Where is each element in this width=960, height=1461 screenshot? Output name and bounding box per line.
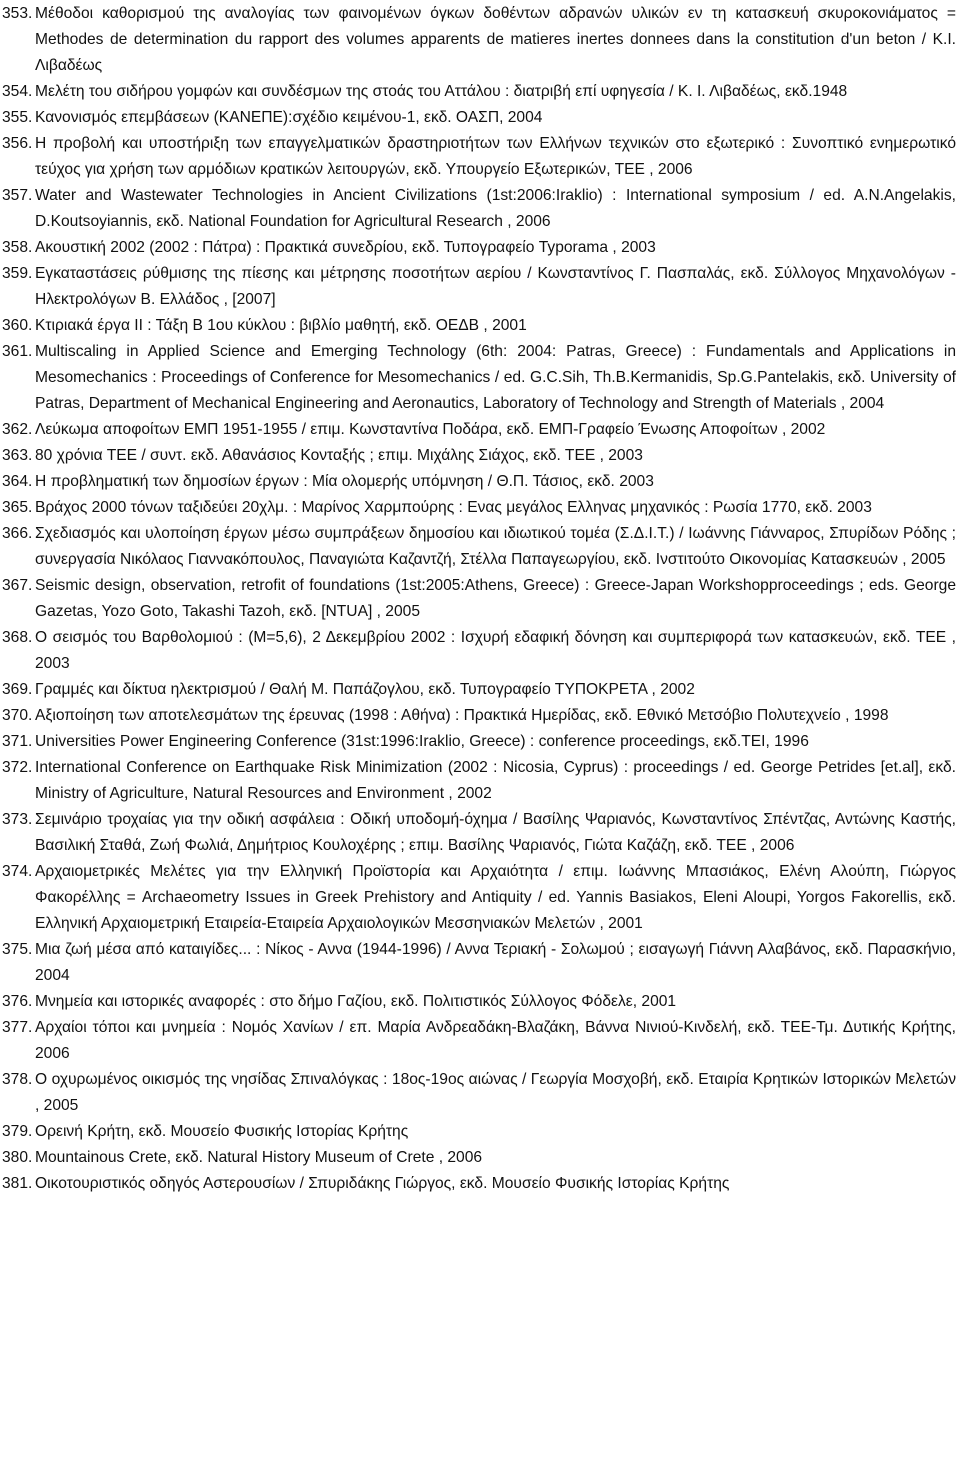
entry-number: 378. <box>2 1071 33 1088</box>
list-item <box>2 79 956 105</box>
list-item <box>2 1 956 79</box>
entry-text: Ο οχυρωμένος οικισμός της νησίδας Σπιναλόγκας : 18ος-19ος αιώνας / Γεωργία Μοσχοβή, εκδ. Εταιρία Κρητικών Ιστορικών Μελετών , 2005 <box>35 1071 956 1114</box>
entry-number: 353. <box>2 5 33 22</box>
list-item <box>2 417 956 443</box>
entry-text: Οικοτουριστικός οδηγός Αστερουσίων / Σπυριδάκης Γιώργος, εκδ. Μουσείο Φυσικής Ιστορίας Κρήτης <box>35 1175 730 1192</box>
entry-text: Μελέτη του σιδήρου γομφών και συνδέσμων της στοάς του Αττάλου : διατριβή επί υφηγεσία / Κ. Ι. Λιβαδέως, εκδ.1948 <box>35 83 848 100</box>
list-item <box>2 625 956 677</box>
list-item <box>2 573 956 625</box>
list-item <box>2 807 956 859</box>
entry-number: 360. <box>2 317 33 334</box>
entry-number: 372. <box>2 759 33 776</box>
list-item <box>2 443 956 469</box>
list-item <box>2 183 956 235</box>
entry-text: Η προβληματική των δημοσίων έργων : Μία ολομερής υπόμνηση / Θ.Π. Τάσιος, εκδ. 2003 <box>35 473 654 490</box>
entry-text: Αξιοποίηση των αποτελεσμάτων της έρευνας (1998 : Αθήνα) : Πρακτικά Ημερίδας, εκδ. Εθνικό Μετσόβιο Πολυτεχνείο , 1998 <box>35 707 889 724</box>
entry-number: 357. <box>2 187 33 204</box>
list-item <box>2 105 956 131</box>
entry-text: Σεμινάριο τροχαίας για την οδική ασφάλεια : Οδική υποδομή-όχημα / Βασίλης Ψαριανός, Κωνσταντίνος Σπέντζας, Αντώνης Καστής, Βασιλική Σταθά, Ζωή Φωλιά, Δημήτριος Κουλοχέρης ; επιμ. Βασίλης Ψαριανός, Γιώτα Καζάζη, εκδ. ΤΕΕ , 2006 <box>35 811 956 854</box>
entry-text: Σχεδιασμός και υλοποίηση έργων μέσω συμπράξεων δημοσίου και ιδιωτικού τομέα (Σ.Δ.Ι.Τ.) / Ιωάννης Γιάνναρος, Σπυρίδων Ρόδης ; συνεργασία Νικόλαος Γιαννακόπουλος, Παναγιώτα Καζαντζή, Στέλλα Παπαγεωργίου, εκδ. Ινστιτούτο Οικονομίας Κατασκευών , 2005 <box>35 525 956 568</box>
entry-number: 365. <box>2 499 33 516</box>
entry-text: Seismic design, observation, retrofit of foundations (1st:2005:Athens, Greece) : Greece-Japan Workshopproceedings ; eds. George Gazetas, Yozo Goto, Takashi Tazoh, εκδ. [NTUA] , 2005 <box>35 577 956 620</box>
list-item <box>2 261 956 313</box>
entry-number: 366. <box>2 525 33 542</box>
entry-text: Μέθοδοι καθορισμού της αναλογίας των φαινομένων όγκων δοθέντων αδρανών υλικών εν τη κατασκευή σκυροκονιάματος = Methodes de determination du rapport des volumes apparents de matieres inertes donnees dans la constitution d'un beton / Κ.Ι. Λιβαδέως <box>35 5 956 74</box>
entry-text: Universities Power Engineering Conference (31st:1996:Iraklio, Greece) : conference proceedings, εκδ.ΤΕΙ, 1996 <box>35 733 809 750</box>
list-item <box>2 1171 956 1197</box>
list-item <box>2 859 956 937</box>
entry-text: Γραμμές και δίκτυα ηλεκτρισμού / Θαλή Μ. Παπάζογλου, εκδ. Τυπογραφείο ΤΥΠΟΚΡΕΤΑ , 2002 <box>35 681 695 698</box>
list-item <box>2 469 956 495</box>
entry-number: 368. <box>2 629 33 646</box>
entry-number: 359. <box>2 265 33 282</box>
entry-text: Αρχαίοι τόποι και μνημεία : Νομός Χανίων / επ. Μαρία Ανδρεαδάκη-Βλαζάκη, Βάννα Νινιού-Κινδελή, εκδ. ΤΕΕ-Τμ. Δυτικής Κρήτης, 2006 <box>35 1019 956 1062</box>
entry-text: Κτιριακά έργα ΙΙ : Τάξη Β 1ου κύκλου : βιβλίο μαθητή, εκδ. ΟΕΔΒ , 2001 <box>35 317 527 334</box>
entry-text: Μια ζωή μέσα από καταιγίδες... : Νίκος - Αννα (1944-1996) / Αννα Τεριακή - Σολωμού ; εισαγωγή Γιάννη Αλαβάνος, εκδ. Παρασκήνιο, 2004 <box>35 941 956 984</box>
list-item <box>2 339 956 417</box>
entry-number: 371. <box>2 733 33 750</box>
entry-number: 367. <box>2 577 33 594</box>
entry-number: 364. <box>2 473 33 490</box>
list-item <box>2 1067 956 1119</box>
entry-text: Βράχος 2000 τόνων ταξιδεύει 20χλμ. : Μαρίνος Χαρμπούρης : Ενας μεγάλος Ελληνας μηχανικός : Ρωσία 1770, εκδ. 2003 <box>35 499 872 516</box>
entry-number: 354. <box>2 83 33 100</box>
list-item <box>2 989 956 1015</box>
list-item <box>2 1145 956 1171</box>
entry-number: 381. <box>2 1175 33 1192</box>
entry-number: 363. <box>2 447 33 464</box>
list-item <box>2 131 956 183</box>
entry-number: 374. <box>2 863 33 880</box>
entry-text: 80 χρόνια ΤΕΕ / συντ. εκδ. Αθανάσιος Κονταξής ; επιμ. Μιχάλης Σιάχος, εκδ. ΤΕΕ , 2003 <box>35 447 643 464</box>
entry-number: 380. <box>2 1149 33 1166</box>
entry-text: International Conference on Earthquake Risk Minimization (2002 : Nicosia, Cyprus) : proceedings / ed. George Petrides [et.al], εκδ. Ministry of Agriculture, Natural Resources and Environment , 2002 <box>35 759 956 802</box>
entry-number: 362. <box>2 421 33 438</box>
entry-text: Η προβολή και υποστήριξη των επαγγελματικών δραστηριοτήτων των Ελλήνων τεχνικών στο εξωτερικό : Συνοπτικό ενημερωτικό τεύχος για χρήση των αρμόδιων κρατικών λειτουργών, εκδ. Υπουργείο Εξωτερικών, ΤΕΕ , 2006 <box>35 135 956 178</box>
entry-text: Multiscaling in Applied Science and Emerging Technology (6th: 2004: Patras, Greece) : Fundamentals and Applications in Mesomechanics : Proceedings of Conference for Mesomechanics / ed. G.C.Sih, Th.B.Kermanidis, Sp.G.Pantelakis, εκδ. University of Patras, Department of Mechanical Engineering and Aeronautics, Laboratory of Technology and Strength of Materials , 2004 <box>35 343 956 412</box>
list-item <box>2 1119 956 1145</box>
list-item <box>2 1015 956 1067</box>
entry-text: Mountainous Crete, εκδ. Natural History Museum of Crete , 2006 <box>35 1149 483 1166</box>
entry-number: 361. <box>2 343 33 360</box>
list-item <box>2 703 956 729</box>
entry-text: Ορεινή Κρήτη, εκδ. Μουσείο Φυσικής Ιστορίας Κρήτης <box>35 1123 409 1140</box>
entry-number: 355. <box>2 109 33 126</box>
list-item <box>2 495 956 521</box>
entry-text: Ο σεισμός του Βαρθολομιού : (Μ=5,6), 2 Δεκεμβρίου 2002 : Ισχυρή εδαφική δόνηση και συμπεριφορά των κατασκευών, εκδ. ΤΕΕ , 2003 <box>35 629 956 672</box>
list-item <box>2 937 956 989</box>
list-item <box>2 235 956 261</box>
list-item <box>2 313 956 339</box>
entry-number: 358. <box>2 239 33 256</box>
entry-text: Μνημεία και ιστορικές αναφορές : στο δήμο Γαζίου, εκδ. Πολιτιστικός Σύλλογος Φόδελε, 2001 <box>35 993 677 1010</box>
entry-number: 356. <box>2 135 33 152</box>
list-item <box>2 729 956 755</box>
entry-text: Ακουστική 2002 (2002 : Πάτρα) : Πρακτικά συνεδρίου, εκδ. Τυπογραφείο Typorama , 2003 <box>35 239 656 256</box>
list-item <box>2 755 956 807</box>
entry-number: 375. <box>2 941 33 958</box>
entry-number: 373. <box>2 811 33 828</box>
entry-text: Αρχαιομετρικές Μελέτες για την Ελληνική Προϊστορία και Αρχαιότητα / επιμ. Ιωάννης Μπασιάκος, Ελένη Αλούπη, Γιώργος Φακορέλλης = Archaeometry Issues in Greek Prehistory and Antiquity / ed. Yannis Basiakos, Eleni Aloupi, Yorgos Fakorellis, εκδ. Ελληνική Αρχαιομετρική Εταιρεία-Εταιρεία Αρχαιολογικών Μεσσηνιακών Μελετών , 2001 <box>35 863 956 932</box>
entry-text: Κανονισμός επεμβάσεων (ΚΑΝΕΠΕ):σχέδιο κειμένου-1, εκδ. ΟΑΣΠ, 2004 <box>35 109 543 126</box>
entry-text: Εγκαταστάσεις ρύθμισης της πίεσης και μέτρησης ποσοτήτων αερίου / Κωνσταντίνος Γ. Πασπαλάς, εκδ. Σύλλογος Μηχανολόγων - Ηλεκτρολόγων Β. Ελλάδος , [2007] <box>35 265 956 308</box>
entry-number: 379. <box>2 1123 33 1140</box>
list-item <box>2 521 956 573</box>
entry-text: Λεύκωμα αποφοίτων ΕΜΠ 1951-1955 / επιμ. Κωνσταντίνα Ποδάρα, εκδ. ΕΜΠ-Γραφείο Ένωσης Αποφοίτων , 2002 <box>35 421 826 438</box>
entry-number: 377. <box>2 1019 33 1036</box>
entry-number: 376. <box>2 993 33 1010</box>
entry-number: 369. <box>2 681 33 698</box>
list-item <box>2 677 956 703</box>
entry-number: 370. <box>2 707 33 724</box>
bibliography-list <box>2 1 956 1197</box>
entry-text: Water and Wastewater Technologies in Ancient Civilizations (1st:2006:Iraklio) : International symposium / ed. A.N.Angelakis, D.Koutsoyiannis, εκδ. National Foundation for Agricultural Research , 2006 <box>35 187 956 230</box>
